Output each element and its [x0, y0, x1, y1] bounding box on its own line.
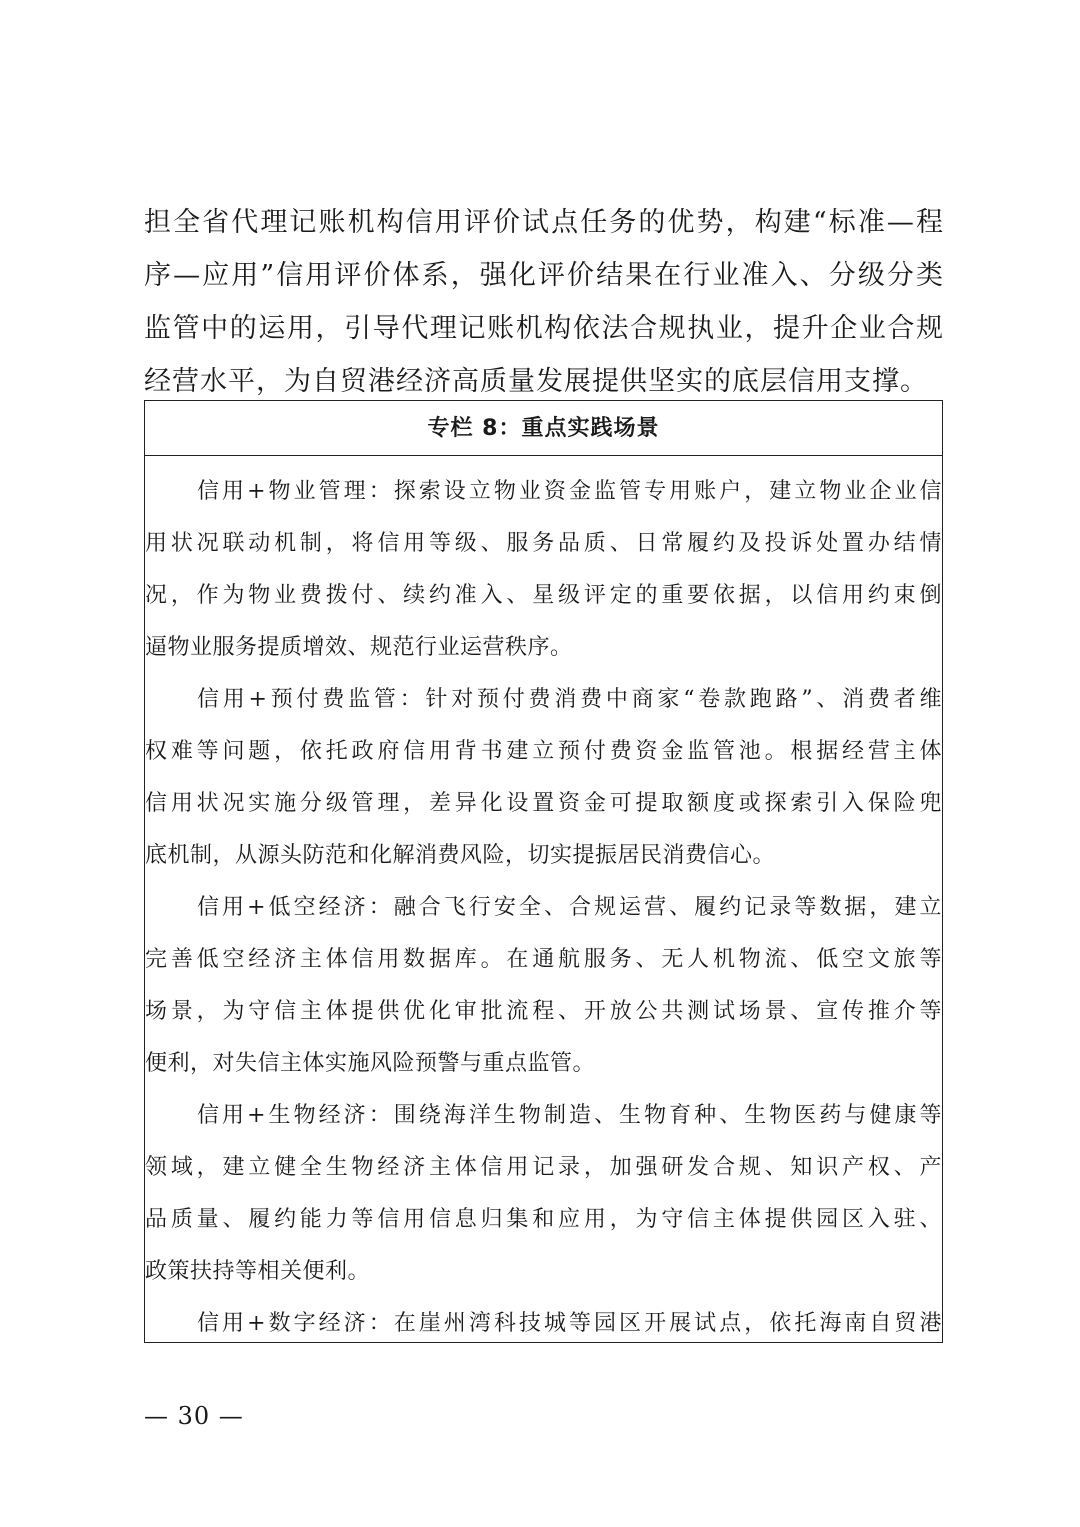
paragraph-line: 信用+预付费监管：针对预付费消费中商家“卷款跑路”、消费者维: [197, 687, 942, 712]
column-title: 专栏 8：重点实践场景: [145, 401, 942, 456]
intro-line: 担全省代理记账机构信用评价试点任务的优势，构建“标准—程: [144, 207, 944, 238]
paragraph-line: 用状况联动机制，将信用等级、服务品质、日常履约及投诉处置办结情: [145, 531, 942, 556]
intro-line: 序—应用”信用评价体系，强化评价结果在行业准入、分级分类: [144, 260, 944, 291]
paragraph-line: 况，作为物业费拨付、续约准入、星级评定的重要依据，以信用约束倒: [145, 583, 942, 608]
page-number: — 30 —: [144, 1402, 244, 1430]
paragraph-line: 信用+数字经济：在崖州湾科技城等园区开展试点，依托海南自贸港: [197, 1311, 942, 1336]
paragraph-line: 场景，为守信主体提供优化审批流程、开放公共测试场景、宣传推介等: [145, 999, 942, 1024]
paragraph-line: 逼物业服务提质增效、规范行业运营秩序。: [145, 635, 573, 660]
intro-line: 监管中的运用，引导代理记账机构依法合规执业，提升企业合规: [144, 313, 944, 344]
paragraph-line: 领域，建立健全生物经济主体信用记录，加强研发合规、知识产权、产: [145, 1155, 942, 1180]
paragraph-line: 底机制，从源头防范和化解消费风险，切实提振居民消费信心。: [145, 843, 776, 868]
paragraph-line: 完善低空经济主体信用数据库。在通航服务、无人机物流、低空文旅等: [145, 947, 942, 972]
feature-column-box: [144, 400, 943, 1343]
column-paragraph-prepaid: [145, 674, 942, 882]
paragraph-line: 信用+生物经济：围绕海洋生物制造、生物育种、生物医药与健康等: [197, 1103, 942, 1128]
paragraph-line: 信用+低空经济：融合飞行安全、合规运营、履约记录等数据，建立: [197, 895, 942, 920]
column-paragraph-bio-economy: [145, 1090, 942, 1298]
paragraph-line: 政策扶持等相关便利。: [145, 1259, 371, 1284]
column-paragraph-low-altitude: [145, 882, 942, 1090]
column-paragraph-property: [145, 466, 942, 674]
paragraph-line: 品质量、履约能力等信用信息归集和应用，为守信主体提供园区入驻、: [145, 1207, 942, 1232]
paragraph-line: 信用状况实施分级管理，差异化设置资金可提取额度或探索引入保险兜: [145, 791, 942, 816]
paragraph-line: 权难等问题，依托政府信用背书建立预付费资金监管池。根据经营主体: [145, 739, 942, 764]
paragraph-line: 便利，对失信主体实施风险预警与重点监管。: [145, 1051, 596, 1076]
intro-line: 经营水平，为自贸港经济高质量发展提供坚实的底层信用支撑。: [144, 366, 928, 397]
paragraph-line: 信用+物业管理：探索设立物业资金监管专用账户，建立物业企业信: [197, 479, 942, 504]
column-paragraph-digital-economy: [145, 1298, 942, 1350]
intro-paragraph: [144, 196, 944, 408]
column-body: [145, 466, 942, 1350]
